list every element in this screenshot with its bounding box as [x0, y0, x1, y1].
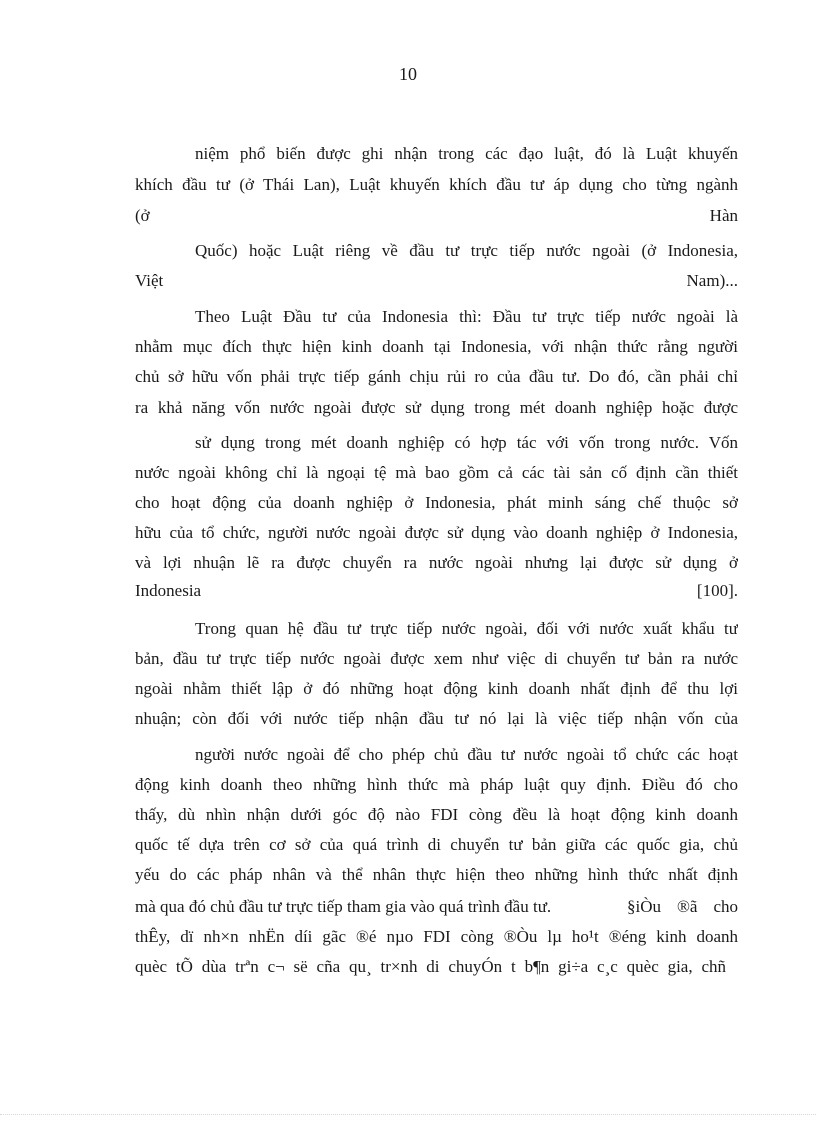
text-line: và lợi nhuận lẽ ra được chuyển ra nước ngoài nhưng lại được sử dụng ở — [135, 553, 738, 572]
garbled-text-line: §iÒu ®ã cho — [627, 897, 738, 916]
text-line: Nam)... — [686, 271, 738, 290]
citation: [100]. — [696, 581, 738, 600]
text-line: hữu của tổ chức, người nước ngoài được sử dụng vào doanh nghiệp ở Indonesia, — [135, 523, 738, 542]
text-line: yếu do các pháp nhân và thể nhân thực hiện theo những hình thức nhất định — [135, 865, 738, 884]
text-line: nước ngoài không chỉ là ngoại tệ mà bao gồm cả các tài sản cố định cần thiết — [135, 463, 738, 482]
text-line: khích đầu tư (ở Thái Lan), Luật khuyến khích đầu tư áp dụng cho từng ngành — [135, 175, 738, 194]
garbled-text-line: thÊy, dï nh×n nhËn díi gãc ®é nµo FDI còng ®Òu lµ ho¹t ®éng kinh doanh — [135, 927, 738, 946]
text-line: ra khả năng vốn nước ngoài được sử dụng trong mét doanh nghiệp hoặc được — [135, 398, 738, 417]
text-line: sử dụng trong mét doanh nghiệp có hợp tác với vốn trong nước. Vốn — [195, 433, 738, 452]
text-line: mà qua đó chủ đầu tư trực tiếp tham gia vào quá trình đầu tư. — [135, 897, 552, 916]
text-line: Theo Luật Đầu tư của Indonesia thì: Đầu tư trực tiếp nước ngoài là — [195, 307, 738, 326]
text-line: ngoài nhằm thiết lập ở đó những hoạt động kinh doanh nhất định để thu lợi — [135, 679, 738, 698]
text-line: Quốc) hoặc Luật riêng về đầu tư trực tiếp nước ngoài (ở Indonesia, — [195, 241, 738, 260]
text-line: Indonesia — [135, 581, 202, 600]
text-line: chủ sở hữu vốn phải trực tiếp gánh chịu rủi ro của đầu tư. Do đó, cần phải chỉ — [135, 367, 738, 386]
text-line: người nước ngoài để cho phép chủ đầu tư nước ngoài tổ chức các hoạt — [195, 745, 738, 764]
text-line: quốc tế dựa trên cơ sở của quá trình di chuyển tư bản giữa các quốc gia, chủ — [135, 835, 738, 854]
page-number: 10 — [399, 64, 417, 84]
text-line: cho hoạt động của doanh nghiệp ở Indonesia, phát minh sáng chế thuộc sở — [135, 493, 738, 512]
text-line: Việt — [135, 271, 164, 290]
text-line: nhuận; còn đối với nước tiếp nhận đầu tư nó lại là việc tiếp nhận vốn của — [135, 709, 738, 728]
text-line: Trong quan hệ đầu tư trực tiếp nước ngoài, đối với nước xuất khẩu tư — [195, 619, 738, 638]
text-line: niệm phổ biến được ghi nhận trong các đạo luật, đó là Luật khuyến — [195, 144, 738, 163]
text-line: (ở — [135, 206, 150, 225]
garbled-text-line: quèc tÕ dùa trªn c¬ së cña qu¸ tr×nh di chuyÓn t b¶n gi÷a c¸c quèc gia, chñ — [135, 957, 726, 976]
page-bottom-divider — [0, 1114, 816, 1115]
text-line: thấy, dù nhìn nhận dưới góc độ nào FDI còng đều là hoạt động kinh doanh — [135, 805, 738, 824]
text-line: bản, đầu tư trực tiếp nước ngoài được xem như việc di chuyển tư bản ra nước — [135, 649, 738, 668]
text-line: nhằm mục đích thực hiện kinh doanh tại Indonesia, với nhận thức rằng người — [135, 337, 738, 356]
text-line: Hàn — [709, 206, 738, 225]
text-line: động kinh doanh theo những hình thức mà pháp luật quy định. Điều đó cho — [135, 775, 738, 794]
